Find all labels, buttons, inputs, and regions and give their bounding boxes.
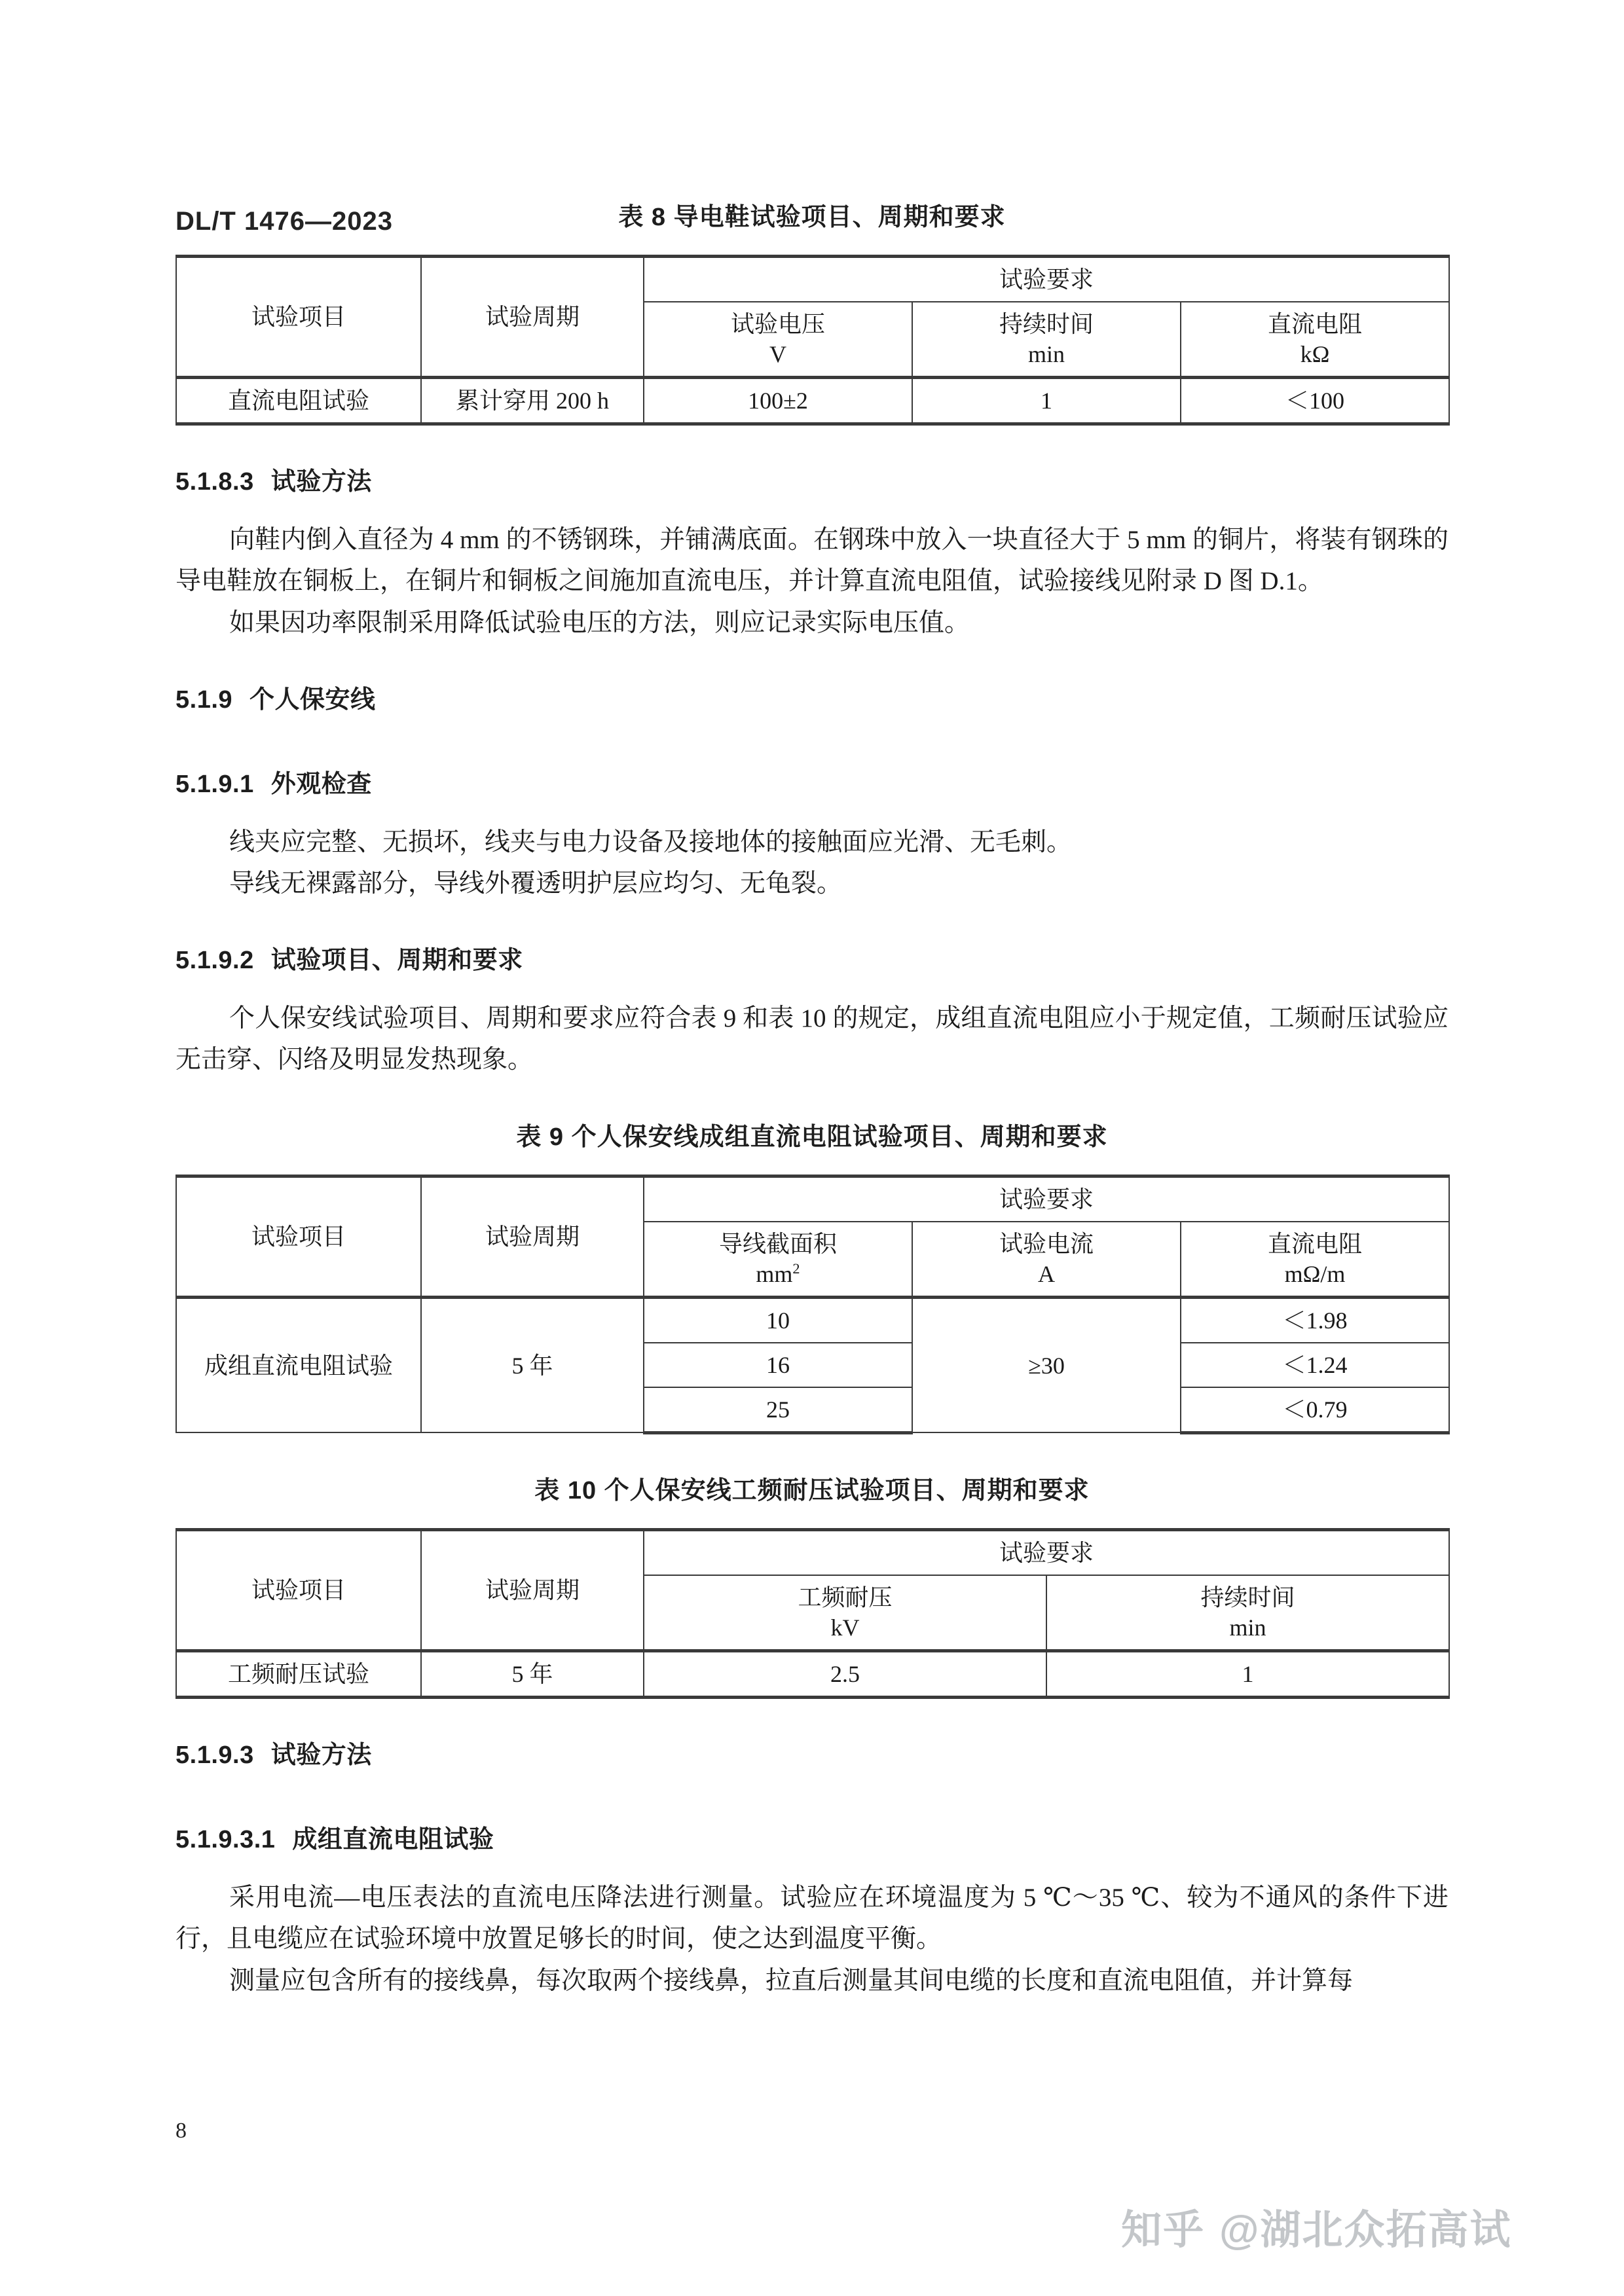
table9-th-item: 试验项目 bbox=[176, 1176, 421, 1297]
section-title: 外观检查 bbox=[270, 770, 372, 798]
section-title: 试验方法 bbox=[270, 1741, 372, 1770]
watermark-user: @湖北众拓高试 bbox=[1219, 2208, 1512, 2253]
table10-cell-duration: 1 bbox=[1046, 1651, 1449, 1698]
table8-th-voltage-name: 试验电压 bbox=[730, 311, 825, 338]
watermark-site: 知乎 bbox=[1121, 2208, 1206, 2253]
table9-th-resistance-name: 直流电阻 bbox=[1267, 1230, 1362, 1257]
table9-cell-item: 成组直流电阻试验 bbox=[176, 1297, 421, 1432]
table-row bbox=[176, 1651, 1449, 1698]
page-content bbox=[175, 196, 1449, 2001]
table10-cell-voltage: 2.5 bbox=[644, 1651, 1046, 1698]
table8-cell-period: 累计穿用 200 h bbox=[421, 378, 644, 424]
table-row bbox=[176, 378, 1449, 424]
table9-caption: 表 9 个人保安线成组直流电阻试验项目、周期和要求 bbox=[516, 1123, 1108, 1151]
table10-caption: 表 10 个人保安线工频耐压试验项目、周期和要求 bbox=[534, 1476, 1090, 1504]
standard-number-header: DL/T 1476—2023 bbox=[175, 207, 393, 236]
table8-th-duration bbox=[912, 302, 1181, 378]
table9-cell-area-2: 16 bbox=[644, 1343, 912, 1387]
table9-th-area-unit-sup: 2 bbox=[792, 1260, 800, 1277]
table9-th-area-unit bbox=[648, 1259, 908, 1289]
table9-cell-resistance-2: ＜1.24 bbox=[1181, 1343, 1449, 1387]
section-number: 5.1.9.3.1 bbox=[175, 1826, 276, 1854]
paragraph-5-1-8-3-1: 向鞋内倒入直径为 4 mm 的不锈钢珠，并铺满底面。在钢珠中放入一块直径大于 5 mm 的铜片，将装有钢珠的导电鞋放在铜板上，在铜片和铜板之间施加直流电压，并计算直流电阻值，试验接线见附录 D 图 D.1。 bbox=[175, 526, 1449, 596]
section-number: 5.1.9.1 bbox=[175, 770, 254, 798]
table10-cell-item: 工频耐压试验 bbox=[176, 1651, 421, 1698]
table9-th-current-unit: A bbox=[1038, 1260, 1055, 1287]
table10-th-period: 试验周期 bbox=[421, 1529, 644, 1650]
table8-th-resistance bbox=[1181, 302, 1449, 378]
table8-cell-duration: 1 bbox=[912, 378, 1181, 424]
table8-th-group: 试验要求 bbox=[644, 257, 1449, 302]
section-number: 5.1.9.3 bbox=[175, 1741, 254, 1770]
section-title: 成组直流电阻试验 bbox=[292, 1826, 494, 1854]
section-number: 5.1.8.3 bbox=[175, 468, 254, 496]
table9-cell-area-3: 25 bbox=[644, 1387, 912, 1433]
table9-th-area-unit-base: mm bbox=[756, 1260, 793, 1287]
paragraph-5-1-9-1-2: 导线无裸露部分，导线外覆透明护层应均匀、无龟裂。 bbox=[229, 869, 843, 898]
table8-th-voltage bbox=[644, 302, 912, 378]
table-row bbox=[176, 1297, 1449, 1343]
table8-th-duration-unit: min bbox=[1027, 341, 1065, 368]
table8 bbox=[175, 255, 1450, 426]
table8-cell-item: 直流电阻试验 bbox=[176, 378, 421, 424]
table9-th-period: 试验周期 bbox=[421, 1176, 644, 1297]
table9-cell-resistance-1: ＜1.98 bbox=[1181, 1297, 1449, 1343]
table9-th-resistance-unit: mΩ/m bbox=[1284, 1260, 1346, 1287]
section-heading-5-1-9-1 bbox=[175, 763, 1449, 799]
section-title: 个人保安线 bbox=[249, 685, 376, 714]
table9-cell-resistance-3: ＜0.79 bbox=[1181, 1387, 1449, 1433]
table10-th-duration-name: 持续时间 bbox=[1200, 1584, 1295, 1611]
table8-th-resistance-name: 直流电阻 bbox=[1267, 311, 1362, 338]
table8-cell-resistance: ＜100 bbox=[1181, 378, 1449, 424]
table10-th-group: 试验要求 bbox=[644, 1529, 1449, 1575]
section-number: 5.1.9.2 bbox=[175, 947, 254, 975]
table9-th-area-name: 导线截面积 bbox=[718, 1230, 837, 1257]
table8-th-resistance-unit: kΩ bbox=[1300, 341, 1330, 368]
table9 bbox=[175, 1175, 1450, 1434]
section-title: 试验方法 bbox=[270, 468, 372, 496]
table10-th-voltage-name: 工频耐压 bbox=[798, 1584, 893, 1611]
section-heading-5-1-9-3 bbox=[175, 1734, 1449, 1770]
table10-th-duration bbox=[1046, 1575, 1449, 1651]
table8-th-duration-name: 持续时间 bbox=[999, 311, 1094, 338]
table10-th-voltage-unit: kV bbox=[830, 1614, 860, 1641]
table9-th-current bbox=[912, 1222, 1181, 1298]
table10-th-voltage bbox=[644, 1575, 1046, 1651]
table9-th-current-name: 试验电流 bbox=[999, 1230, 1094, 1257]
table8-th-voltage-unit: V bbox=[769, 341, 786, 368]
section-title: 试验项目、周期和要求 bbox=[270, 947, 523, 975]
table9-cell-period: 5 年 bbox=[421, 1297, 644, 1432]
section-heading-5-1-9-3-1 bbox=[175, 1819, 1449, 1855]
table8-caption: 表 8 导电鞋试验项目、周期和要求 bbox=[618, 204, 1006, 231]
paragraph-5-1-9-3-1-1: 采用电流—电压表法的直流电压降法进行测量。试验应在环境温度为 5 ℃～35 ℃、较为不通风的条件下进行，且电缆应在试验环境中放置足够长的时间，使之达到温度平衡。 bbox=[175, 1884, 1449, 1954]
table9-th-group: 试验要求 bbox=[644, 1176, 1449, 1222]
table10-th-duration-unit: min bbox=[1229, 1614, 1266, 1641]
page-number: 8 bbox=[175, 2119, 187, 2143]
table8-cell-voltage: 100±2 bbox=[644, 378, 912, 424]
table-row bbox=[176, 257, 1449, 302]
section-heading-5-1-8-3 bbox=[175, 461, 1449, 497]
table9-cell-area-1: 10 bbox=[644, 1297, 912, 1343]
section-number: 5.1.9 bbox=[175, 685, 233, 714]
table8-th-item: 试验项目 bbox=[176, 257, 421, 378]
table10 bbox=[175, 1528, 1450, 1699]
table-row bbox=[176, 1176, 1449, 1222]
watermark bbox=[1121, 2197, 1511, 2255]
paragraph-5-1-9-3-1-2: 测量应包含所有的接线鼻，每次取两个接线鼻，拉直后测量其间电缆的长度和直流电阻值，并计算每 bbox=[229, 1966, 1354, 1995]
table9-th-resistance bbox=[1181, 1222, 1449, 1298]
paragraph-5-1-8-3-2: 如果因功率限制采用降低试验电压的方法，则应记录实际电压值。 bbox=[229, 608, 970, 637]
table10-cell-period: 5 年 bbox=[421, 1651, 644, 1698]
table9-cell-current: ≥30 bbox=[912, 1297, 1181, 1432]
section-heading-5-1-9-2 bbox=[175, 939, 1449, 975]
table-row bbox=[176, 1529, 1449, 1575]
table9-th-area bbox=[644, 1222, 912, 1298]
table8-th-period: 试验周期 bbox=[421, 257, 644, 378]
paragraph-5-1-9-1-1: 线夹应完整、无损坏，线夹与电力设备及接地体的接触面应光滑、无毛刺。 bbox=[229, 828, 1073, 856]
section-heading-5-1-9 bbox=[175, 679, 1449, 715]
paragraph-5-1-9-2-1: 个人保安线试验项目、周期和要求应符合表 9 和表 10 的规定，成组直流电阻应小于规定值，工频耐压试验应无击穿、闪络及明显发热现象。 bbox=[175, 1004, 1449, 1074]
table10-th-item: 试验项目 bbox=[176, 1529, 421, 1650]
